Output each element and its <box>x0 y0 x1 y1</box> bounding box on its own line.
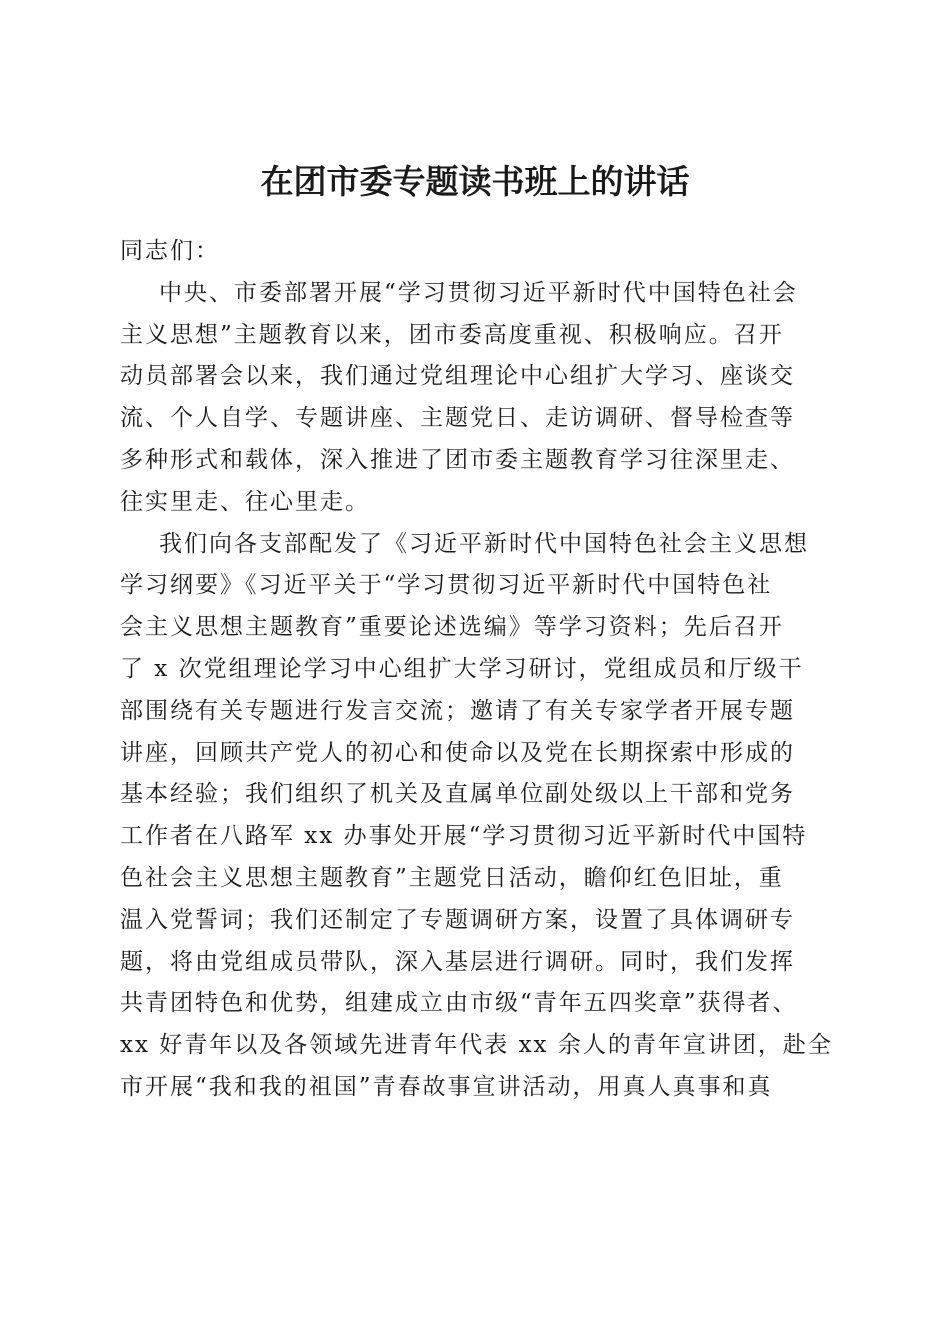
document-body <box>120 231 845 1109</box>
paragraph-line: 学习纲要》《习近平关于“学习贯彻习近平新时代中国特色社 <box>120 572 773 599</box>
paragraph-line: 了 x 次党组理论学习中心组扩大学习研讨，党组成员和厅级干 <box>120 655 804 682</box>
paragraph-line: 多种形式和载体，深入推进了团市委主题教育学习往深里走、 <box>120 446 795 473</box>
paragraph-line: 温入党誓词；我们还制定了专题调研方案，设置了具体调研专 <box>120 906 795 933</box>
paragraph-line: 主义思想”主题教育以来，团市委高度重视、积极响应。召开 <box>120 321 784 348</box>
paragraph-line: 动员部署会以来，我们通过党组理论中心组扩大学习、座谈交 <box>120 363 795 390</box>
paragraph-1 <box>120 273 845 524</box>
paragraph-line: 色社会主义思想主题教育”主题党日活动，瞻仰红色旧址，重 <box>120 864 784 891</box>
paragraph-line: 我们向各支部配发了《习近平新时代中国特色社会主义思想 <box>159 530 809 557</box>
paragraph-line: 中央、市委部署开展“学习贯彻习近平新时代中国特色社会 <box>159 279 798 306</box>
paragraph-line: 部围绕有关专题进行发言交流；邀请了有关专家学者开展专题 <box>120 697 795 724</box>
paragraph-line: xx 好青年以及各领域先进青年代表 xx 余人的青年宣讲团，赴全 <box>120 1032 833 1059</box>
paragraph-line: 共青团特色和优势，组建成立由市级“青年五四奖章”获得者、 <box>120 990 798 1017</box>
paragraph-line: 会主义思想主题教育”重要论述选编》等学习资料；先后召开 <box>120 614 784 641</box>
document-title: 在团市委专题读书班上的讲话 <box>260 162 690 202</box>
paragraph-line: 流、个人自学、专题讲座、主题党日、走访调研、督导检查等 <box>120 405 795 432</box>
paragraph-line: 题，将由党组成员带队，深入基层进行调研。同时，我们发挥 <box>120 948 795 975</box>
paragraph-line: 讲座，回顾共产党人的初心和使命以及党在长期探索中形成的 <box>120 739 795 766</box>
paragraph-line: 市开展“我和我的祖国”青春故事宣讲活动，用真人真事和真 <box>120 1073 773 1100</box>
salutation: 同志们： <box>120 238 220 264</box>
paragraph-line: 往实里走、往心里走。 <box>120 488 370 515</box>
paragraph-2 <box>120 524 845 1109</box>
paragraph-line: 工作者在八路军 xx 办事处开展“学习贯彻习近平新时代中国特 <box>120 823 808 850</box>
paragraph-line: 基本经验；我们组织了机关及直属单位副处级以上干部和党务 <box>120 781 795 808</box>
